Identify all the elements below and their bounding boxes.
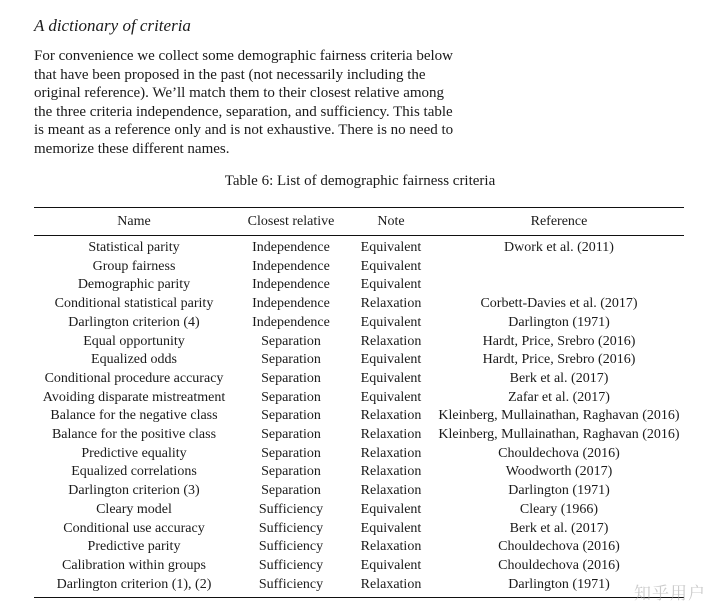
cell-reference: Hardt, Price, Srebro (2016) [482, 352, 636, 368]
cell-reference: Corbett-Davies et al. (2017) [480, 296, 638, 312]
criteria-table-container [34, 207, 684, 598]
cell-name: Balance for the negative class [50, 408, 218, 424]
table-row [34, 236, 684, 258]
header-note: Note [377, 213, 405, 229]
cell-note: Relaxation [360, 333, 422, 349]
section-title: A dictionary of criteria [34, 16, 191, 35]
cell-closest-relative: Separation [261, 483, 321, 499]
cell-note: Relaxation [360, 408, 422, 424]
cell-name: Equalized odds [91, 352, 177, 368]
table-row [34, 407, 684, 426]
cell-name: Darlington criterion (1), (2) [56, 576, 212, 592]
cell-note: Equivalent [360, 370, 422, 386]
table-row [34, 258, 684, 277]
cell-closest-relative: Separation [261, 408, 321, 424]
table-row [34, 314, 684, 333]
cell-name: Cleary model [96, 501, 172, 517]
table-row [34, 576, 684, 595]
table-row [34, 333, 684, 352]
cell-reference: Chouldechova (2016) [498, 445, 620, 461]
cell-closest-relative: Independence [252, 240, 330, 255]
table-body [34, 236, 684, 595]
table-bottom-rule [34, 597, 684, 598]
cell-note: Equivalent [360, 501, 422, 517]
cell-note: Relaxation [360, 483, 422, 499]
cell-reference: Kleinberg, Mullainathan, Raghavan (2016) [438, 427, 680, 443]
cell-closest-relative: Sufficiency [258, 520, 324, 536]
cell-name: Conditional statistical parity [54, 296, 214, 312]
cell-note: Relaxation [360, 296, 422, 312]
cell-note: Equivalent [360, 389, 422, 405]
table-row [34, 463, 684, 482]
header-reference: Reference [530, 213, 588, 229]
cell-reference: Darlington (1971) [508, 314, 610, 330]
cell-reference: Berk et al. (2017) [509, 370, 609, 386]
cell-closest-relative: Separation [261, 389, 321, 405]
header-closest-relative: Closest relative [247, 213, 335, 229]
cell-closest-relative: Sufficiency [258, 501, 324, 517]
cell-reference: Zafar et al. (2017) [508, 389, 610, 405]
cell-name: Conditional use accuracy [63, 520, 205, 536]
cell-name: Balance for the positive class [51, 427, 217, 443]
cell-reference: Kleinberg, Mullainathan, Raghavan (2016) [438, 408, 680, 424]
table-row [34, 482, 684, 501]
cell-note: Equivalent [360, 258, 422, 274]
cell-name: Avoiding disparate mistreatment [42, 389, 226, 405]
cell-closest-relative: Sufficiency [258, 539, 324, 555]
cell-reference [434, 258, 684, 277]
cell-closest-relative: Independence [252, 314, 330, 330]
cell-name: Calibration within groups [62, 557, 206, 573]
cell-note: Equivalent [360, 277, 422, 293]
cell-name: Predictive equality [81, 445, 187, 461]
cell-name: Predictive parity [87, 539, 181, 555]
cell-reference: Chouldechova (2016) [498, 539, 620, 555]
cell-name: Darlington criterion (4) [68, 314, 200, 330]
cell-closest-relative: Sufficiency [258, 557, 324, 573]
intro-paragraph: For convenience we collect some demographic fairness criteria below that have been proposed in the past (not necessarily including the original reference). We’ll match them to their closest relative among the three criteria independence, separation, and sufficiency. This table is meant as a reference only and is not exhaustive. There is no need to memorize these different names. [34, 48, 454, 157]
table-row [34, 426, 684, 445]
cell-reference: Darlington (1971) [508, 576, 610, 592]
header-row [34, 208, 684, 236]
table-row [34, 389, 684, 408]
cell-name: Equal opportunity [83, 333, 185, 349]
table-header [34, 208, 684, 236]
header-name: Name [117, 213, 151, 229]
cell-note: Equivalent [360, 314, 422, 330]
cell-note: Relaxation [360, 539, 422, 555]
watermark: 知乎用户 [634, 584, 706, 604]
cell-note: Equivalent [360, 352, 422, 368]
table-caption: Table 6: List of demographic fairness criteria [224, 173, 496, 189]
table-row [34, 445, 684, 464]
cell-reference: Chouldechova (2016) [498, 557, 620, 573]
cell-closest-relative: Independence [252, 258, 330, 274]
cell-reference: Woodworth (2017) [505, 464, 613, 480]
cell-note: Relaxation [360, 464, 422, 480]
cell-name: Statistical parity [88, 240, 180, 255]
table-row [34, 276, 684, 295]
cell-reference: Darlington (1971) [508, 483, 610, 499]
cell-name: Group fairness [92, 258, 176, 274]
cell-note: Equivalent [360, 240, 422, 255]
cell-note: Equivalent [360, 520, 422, 536]
table-row [34, 538, 684, 557]
cell-closest-relative: Separation [261, 445, 321, 461]
table-row [34, 557, 684, 576]
cell-closest-relative: Independence [252, 296, 330, 312]
table-row [34, 501, 684, 520]
cell-reference: Berk et al. (2017) [509, 520, 609, 536]
cell-closest-relative: Separation [261, 333, 321, 349]
cell-closest-relative: Separation [261, 370, 321, 386]
table-row [34, 520, 684, 539]
cell-reference: Hardt, Price, Srebro (2016) [482, 333, 636, 349]
cell-closest-relative: Sufficiency [258, 576, 324, 592]
table-row [34, 370, 684, 389]
cell-name: Darlington criterion (3) [68, 483, 200, 499]
criteria-table [34, 207, 684, 594]
cell-reference [434, 276, 684, 295]
cell-name: Equalized correlations [71, 464, 197, 480]
cell-note: Equivalent [360, 557, 422, 573]
cell-note: Relaxation [360, 445, 422, 461]
cell-closest-relative: Independence [252, 277, 330, 293]
cell-closest-relative: Separation [261, 427, 321, 443]
table-row [34, 351, 684, 370]
cell-reference: Cleary (1966) [519, 501, 599, 517]
cell-note: Relaxation [360, 427, 422, 443]
cell-closest-relative: Separation [261, 464, 321, 480]
cell-name: Conditional procedure accuracy [44, 370, 224, 386]
table-row [34, 295, 684, 314]
cell-name: Demographic parity [77, 277, 191, 293]
cell-closest-relative: Separation [261, 352, 321, 368]
cell-reference: Dwork et al. (2011) [504, 240, 614, 255]
cell-note: Relaxation [360, 576, 422, 592]
